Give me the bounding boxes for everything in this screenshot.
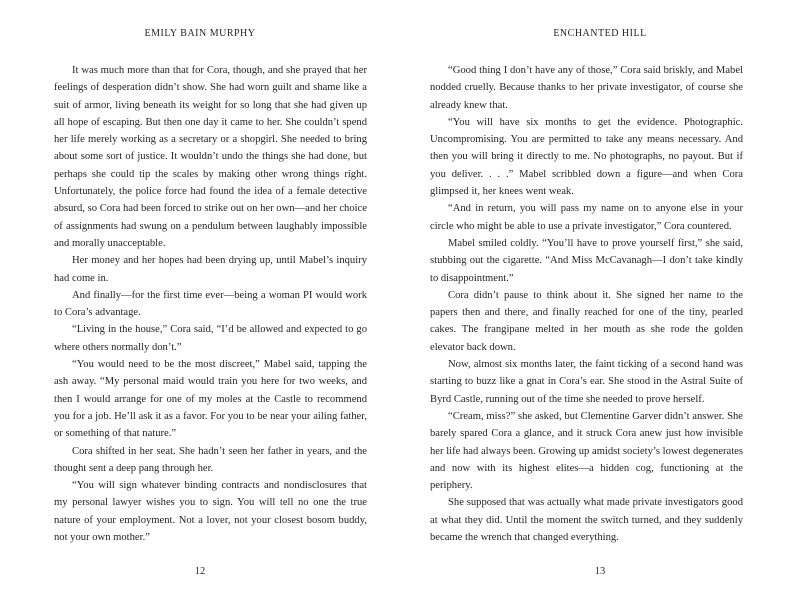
paragraph: “You will sign whatever binding contracts and nondisclosures that my personal lawyer wishes you to sign. You will tell no one the true nature of your employment. Not a lover, not your closest bosom buddy, not your own mother.”	[54, 480, 367, 544]
paragraph: Mabel smiled coldly. “You’ll have to prove yourself first,” she said, stubbing out the cigarette. “And Miss McCavanagh—I don’t take kindly to disappointment.”	[430, 237, 743, 284]
paragraph: It was much more than that for Cora, though, and she prayed that her feelings of desperation didn’t show. She had worn guilt and shame like a suit of armor, living beneath its weight for so long that she had given up all hope of escaping. But then one day it came to her. She couldn’t spend her life merely working as a secretary or a shopgirl. She needed to bring about some sort of justice. It wouldn’t undo the things she had done, but perhaps she could tip the scales by making other wrong things right. Unfortunately, the police force had found the idea of a female detective absurd, so Cora had been forced to strike out on her own—and her choice of assignments had swung on a pendulum between laughably impossible and morally unacceptable.	[54, 65, 367, 249]
paragraph: She supposed that was actually what made private investigators good at what they did. Until the moment the switch turned, and they suddenly became the wrench that changed everything.	[430, 497, 743, 544]
paragraph: “You will have six months to get the evidence. Photographic. Uncompromising. You are permitted to take any means necessary. And then you will bring it directly to me. No photographs, no payout. But if you deliver. . . .” Mabel scribbled down a figure—and when Cora glimpsed it, her knees went weak.	[430, 116, 743, 198]
left-page-text	[54, 62, 367, 546]
right-page	[400, 0, 800, 600]
paragraph: And finally—for the first time ever—being a woman PI would work to Cora’s advantage.	[54, 289, 367, 319]
paragraph: “Good thing I don’t have any of those,” Cora said briskly, and Mabel nodded cruelly. Because thanks to her private investigator, of course she already knew that.	[430, 65, 743, 111]
page-number-left: 12	[194, 566, 206, 577]
page-number-right: 13	[594, 566, 606, 577]
running-head-title: ENCHANTED HILL	[553, 28, 647, 39]
paragraph: “Living in the house,” Cora said, “I’d be allowed and expected to go where others normally don’t.”	[54, 324, 367, 353]
running-head-author: EMILY BAIN MURPHY	[144, 28, 256, 39]
paragraph: Cora didn’t pause to think about it. She signed her name to the papers then and there, and finally reached for one of the tiny, pearled cakes. The frangipane melted in her mouth as she rode the golden elevator back down.	[430, 289, 743, 353]
paragraph: “And in return, you will pass my name on to anyone else in your circle who might be able to use a private investigator,” Cora countered.	[430, 203, 743, 232]
right-page-text	[430, 62, 743, 546]
paragraph: Now, almost six months later, the faint ticking of a second hand was starting to buzz like a gnat in Cora’s ear. She stood in the Astral Suite of Byrd Castle, running out of the time she needed to prove herself.	[430, 359, 743, 405]
paragraph: Her money and her hopes had been drying up, until Mabel’s inquiry had come in.	[54, 255, 367, 284]
paragraph: “You would need to be the most discreet,” Mabel said, tapping the ash away. “My personal maid would train you here for two weeks, and then I would arrange for one of my moles at the Castle to recommend you for a job. He’ll ask it as a favor. For you to be near your ailing father, or something of that nature.”	[54, 359, 367, 440]
paragraph: Cora shifted in her seat. She hadn’t seen her father in years, and the thought sent a deep pang through her.	[54, 445, 367, 474]
paragraph: “Cream, miss?” she asked, but Clementine Garver didn’t answer. She barely spared Cora a glance, and it struck Cora anew just how invisible her life had always been. Growing up amidst society’s lowest degenerates and now with its highest elites—a hidden cog, functioning at the periphery.	[430, 410, 743, 492]
